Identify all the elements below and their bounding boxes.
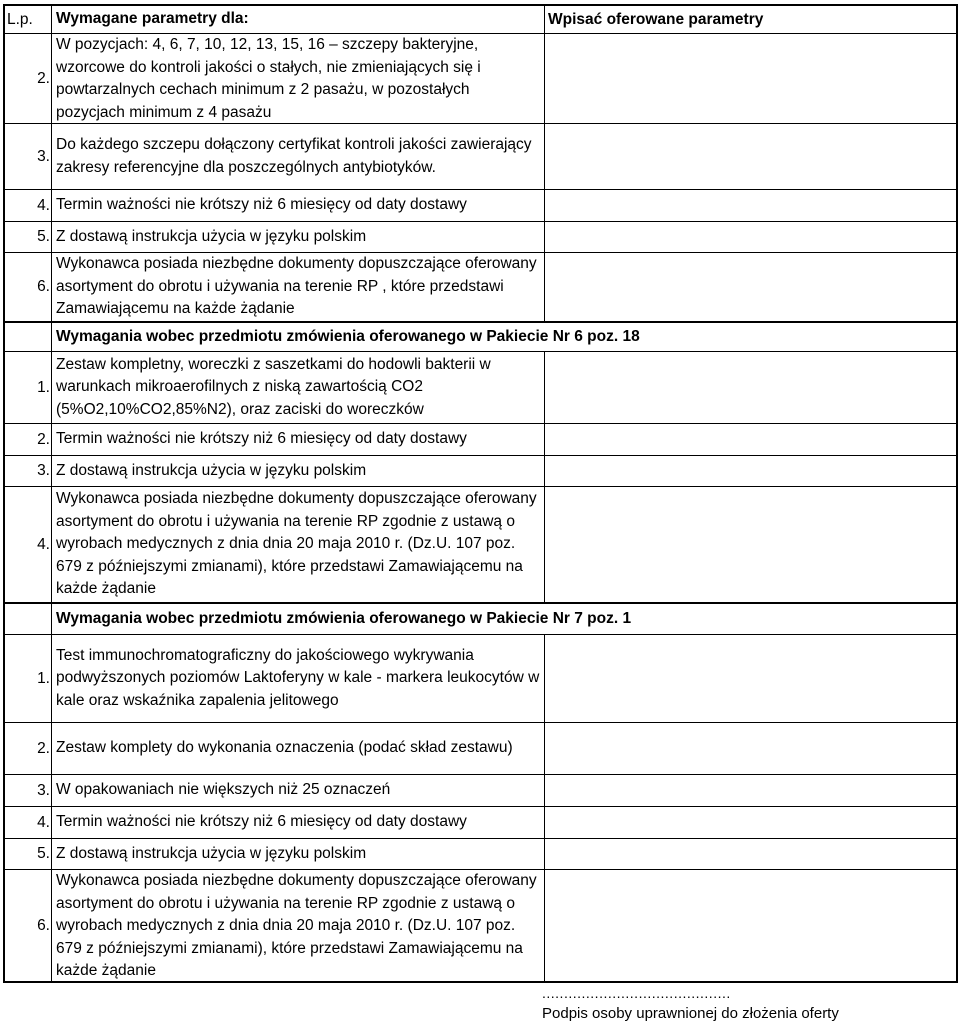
row-text: Z dostawą instrukcja użycia w języku polskim xyxy=(52,839,545,869)
offer-cell[interactable] xyxy=(545,424,956,455)
table-row xyxy=(5,423,956,455)
requirements-table xyxy=(3,4,958,983)
offer-cell[interactable] xyxy=(545,775,956,806)
section-header-row xyxy=(5,602,956,634)
table-row xyxy=(5,351,956,423)
row-text: Termin ważności nie krótszy niż 6 miesięcy od daty dostawy xyxy=(52,190,545,221)
header-lp: L.p. xyxy=(5,6,52,33)
table-row xyxy=(5,869,956,981)
row-text: Wykonawca posiada niezbędne dokumenty dopuszczające oferowany asortyment do obrotu i używania na terenie RP , które przedstawi Zamawiającemu na każde żądanie xyxy=(52,253,545,321)
table-row xyxy=(5,221,956,252)
row-text: Test immunochromatograficzny do jakościowego wykrywania podwyższonych poziomów Laktoferyny w kale - markera leukocytów w kale oraz wskaźnika zapalenia jelitowego xyxy=(52,635,545,722)
row-lp: 1. xyxy=(5,352,52,423)
row-text: W pozycjach: 4, 6, 7, 10, 12, 13, 15, 16 – szczepy bakteryjne, wzorcowe do kontroli jakości o stałych, nie zmieniających się i powtarzalnych cechach minimum z 2 pasażu, w pozostałych pozycjach minimum z 4 pasażu xyxy=(52,34,545,124)
offer-cell[interactable] xyxy=(545,870,956,983)
offer-cell[interactable] xyxy=(545,253,956,321)
offer-cell[interactable] xyxy=(545,635,956,722)
section-header-row xyxy=(5,321,956,351)
table-row xyxy=(5,806,956,838)
row-text: Termin ważności nie krótszy niż 6 miesięcy od daty dostawy xyxy=(52,424,545,455)
signature-label: Podpis osoby uprawnionej do złożenia oferty xyxy=(542,1005,839,1022)
row-text: Wykonawca posiada niezbędne dokumenty dopuszczające oferowany asortyment do obrotu i używania na terenie RP zgodnie z ustawą o wyrobach medycznych z dnia dnia 20 maja 2010 r. (Dz.U. 107 poz. 679 z późniejszymi zmianami), które przedstawi Zamawiającemu na każde żądanie xyxy=(52,870,545,983)
offer-cell[interactable] xyxy=(545,807,956,838)
offer-cell[interactable] xyxy=(545,723,956,774)
offer-cell[interactable] xyxy=(545,34,956,124)
offer-cell[interactable] xyxy=(545,222,956,252)
table-row xyxy=(5,486,956,602)
table-row xyxy=(5,33,956,123)
row-lp: 5. xyxy=(5,839,52,869)
row-text: Zestaw komplety do wykonania oznaczenia (podać skład zestawu) xyxy=(52,723,545,774)
row-text: Termin ważności nie krótszy niż 6 miesięcy od daty dostawy xyxy=(52,807,545,838)
section-lp xyxy=(5,604,52,634)
row-lp: 3. xyxy=(5,456,52,486)
row-lp: 4. xyxy=(5,190,52,221)
row-lp: 4. xyxy=(5,807,52,838)
offer-cell[interactable] xyxy=(545,487,956,602)
table-row xyxy=(5,455,956,486)
row-lp: 4. xyxy=(5,487,52,602)
offer-cell[interactable] xyxy=(545,190,956,221)
table-row xyxy=(5,123,956,189)
row-lp: 2. xyxy=(5,723,52,774)
row-lp: 2. xyxy=(5,424,52,455)
table-row xyxy=(5,838,956,869)
table-row xyxy=(5,252,956,321)
row-lp: 1. xyxy=(5,635,52,722)
table-row xyxy=(5,774,956,806)
row-lp: 3. xyxy=(5,124,52,189)
header-requirements: Wymagane parametry dla: xyxy=(52,6,545,33)
offer-cell[interactable] xyxy=(545,124,956,189)
section-lp xyxy=(5,323,52,351)
offer-cell[interactable] xyxy=(545,839,956,869)
offer-cell[interactable] xyxy=(545,456,956,486)
header-offer: Wpisać oferowane parametry xyxy=(548,10,764,28)
table-row xyxy=(5,634,956,722)
row-lp: 6. xyxy=(5,253,52,321)
row-text: Z dostawą instrukcja użycia w języku polskim xyxy=(52,222,545,252)
table-header-row xyxy=(5,6,956,33)
section-title: Wymagania wobec przedmiotu zmówienia oferowanego w Pakiecie Nr 7 poz. 1 xyxy=(56,609,632,627)
section-title: Wymagania wobec przedmiotu zmówienia oferowanego w Pakiecie Nr 6 poz. 18 xyxy=(56,327,640,345)
row-text: W opakowaniach nie większych niż 25 oznaczeń xyxy=(52,775,545,806)
table-row xyxy=(5,189,956,221)
row-lp: 6. xyxy=(5,870,52,983)
row-text: Z dostawą instrukcja użycia w języku polskim xyxy=(52,456,545,486)
row-text: Zestaw kompletny, woreczki z saszetkami do hodowli bakterii w warunkach mikroaerofilnych z niską zawartością CO2 (5%O2,10%CO2,85%N2), oraz zaciski do woreczków xyxy=(52,352,545,423)
signature-line: ........................................... xyxy=(542,985,731,1001)
row-text: Do każdego szczepu dołączony certyfikat kontroli jakości zawierający zakresy referencyjne dla poszczególnych antybiotyków. xyxy=(52,124,545,189)
row-lp: 3. xyxy=(5,775,52,806)
offer-cell[interactable] xyxy=(545,352,956,423)
row-lp: 5. xyxy=(5,222,52,252)
table-row xyxy=(5,722,956,774)
row-text: Wykonawca posiada niezbędne dokumenty dopuszczające oferowany asortyment do obrotu i używania na terenie RP zgodnie z ustawą o wyrobach medycznych z dnia dnia 20 maja 2010 r. (Dz.U. 107 poz. 679 z późniejszymi zmianami), które przedstawi Zamawiającemu na każde żądanie xyxy=(52,487,545,602)
row-lp: 2. xyxy=(5,34,52,124)
